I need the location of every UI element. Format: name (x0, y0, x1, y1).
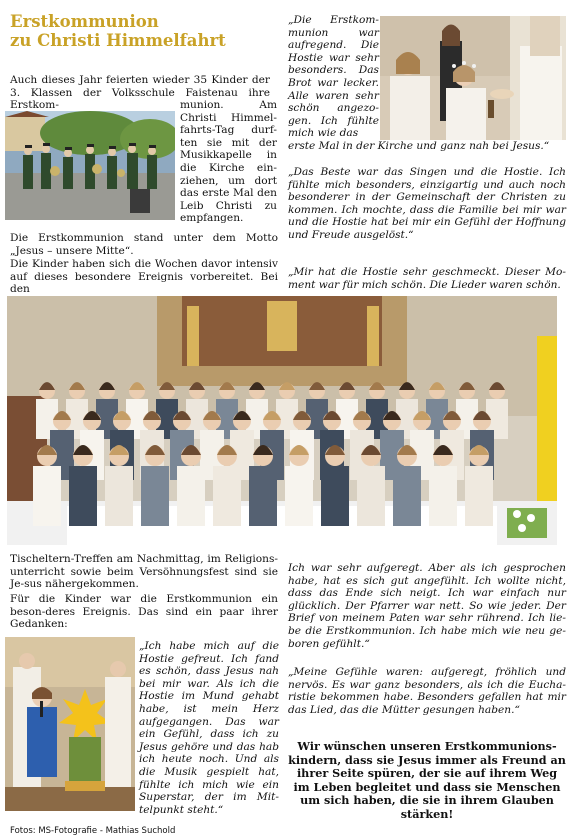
group-image (7, 296, 557, 545)
photo-procession (5, 111, 175, 220)
middle-paragraph-1: Tischeltern-Treffen am Nachmittag, im Religions-unterricht sowie beim Versöhnungsfest sind sie Je-sus nähergekommen. (10, 553, 278, 591)
superstar-image (5, 637, 135, 811)
article-title (10, 12, 270, 50)
middle-paragraph-2: Für die Kinder war die Erstkommunion ein beson-deres Ereignis. Das sind ein paar ihrer Gedanken: (10, 593, 278, 631)
procession-image (5, 111, 175, 220)
photo-credit: Fotos: MS-Fotografie - Mathias Suchold (10, 826, 176, 836)
intro-paragraph-start: Auch dieses Jahr feierten wieder 35 Kinder der 3. Klassen der Volksschule Faistenau ihre Erstkom- (10, 74, 270, 112)
photo-group (7, 296, 557, 545)
closing-wish: Wir wünschen unseren Erstkommunions-kindern, dass sie Jesus immer als Freund an ihrer Seite spüren, der sie auf ihrem Weg im Leben begleitet und dass sie Menschen um sich haben, die sie in ihrem Glauben stärken! (288, 739, 566, 821)
intro-preparation: Die Kinder haben sich die Wochen davor intensiv auf dieses besondere Ereignis vorbereitet. Bei den (10, 258, 278, 296)
quote-6: „Meine Gefühle waren: aufgeregt, fröhlich und nervös. Es war ganz besonders, als ich die Eucha-ristie bekommen habe. Besonders gefallen hat mir das Lied, das die Mütter gesungen haben.“ (288, 666, 566, 716)
photo-communion (380, 16, 566, 140)
intro-paragraph-wrap: munion. Am Christi Himmel-fahrts-Tag durf-ten sie mit der Musikkapelle in die Kirche ein-ziehen, um dort das erste Mal den Leib Christi zu empfangen. (180, 99, 277, 225)
quote-1-wrap: „Die Erstkom-munion war aufregend. Die Hostie war sehr besonders. Das Brot war lecker. Alle waren sehr schön angezo-gen. Ich fühlte mich wie das (288, 14, 379, 140)
title-line-1: Erstkommunion (10, 12, 159, 31)
title-line-2: zu Christi Himmelfahrt (10, 31, 226, 50)
quote-4: „Ich habe mich auf die Hostie gefreut. Ich fand es schön, dass Jesus nah bei mir war. Als ich die Hostie im Mund gehabt habe, ist mein Herz aufgegangen. Das war ein Gefühl, dass ich zu Jesus gehöre und das hab ich heute noch. Und als die Musik gespielt hat, fühlte ich mich wie ein Superstar, der im Mit-telpunkt steht.“ (139, 640, 279, 816)
photo-superstar (5, 637, 135, 811)
intro-motto: Die Erstkommunion stand unter dem Motto „Jesus – unsere Mitte“. (10, 232, 278, 257)
quote-5: Ich war sehr aufgeregt. Aber als ich gesprochen habe, hat es sich gut angefühlt. Ich wollte nicht, dass das Ende sich neigt. Ich war einfach nur glücklich. Der Pfarrer war nett. So wie jeder. Der Brief von meinem Paten war sehr rührend. Ich lie-be die Erstkommunion. Ich habe mich wie neu ge-boren gefühlt.“ (288, 562, 566, 650)
quote-2: „Das Beste war das Singen und die Hostie. Ich fühlte mich besonders, einzigartig und auch noch besonderer in der Gemeinschaft der Christen zu kommen. Ich mochte, dass die Familie bei mir war und die Hostie hat bei mir ein Gefühl der Hoffnung und Freude ausgelöst.“ (288, 166, 566, 241)
quote-3: „Mir hat die Hostie sehr geschmeckt. Dieser Mo-ment war für mich schön. Die Lieder waren schön. (288, 266, 566, 291)
communion-image (380, 16, 566, 140)
quote-1-end: erste Mal in der Kirche und ganz nah bei Jesus.“ (288, 140, 550, 152)
